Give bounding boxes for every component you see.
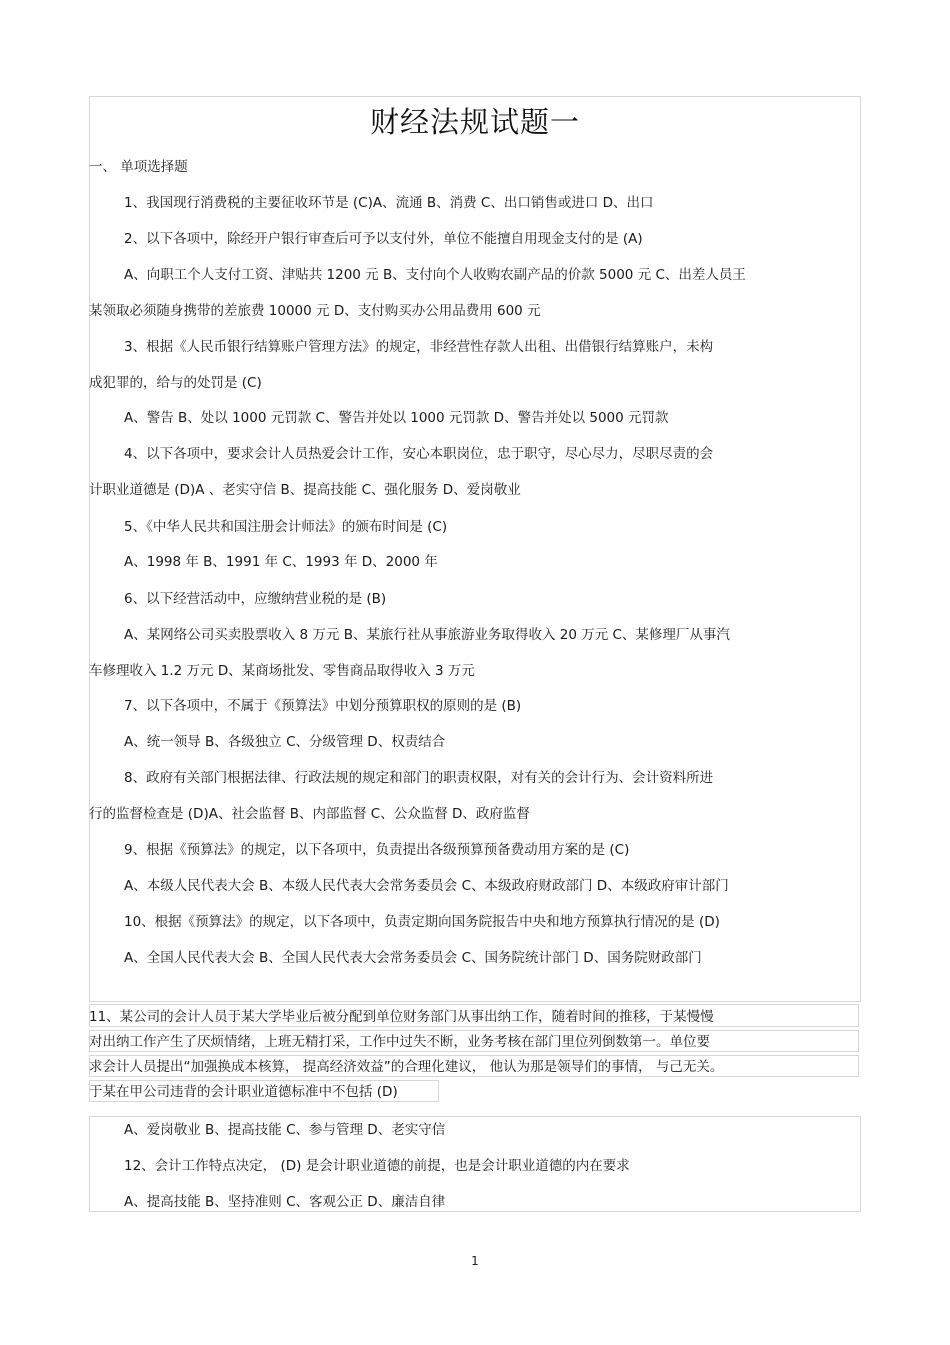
- q11-question-line3: 求会计人员提出“加强换成本核算， 提高经济效益”的合理化建议， 他认为那是领导们的事情， 与己无关。: [89, 1059, 724, 1075]
- q7-options: A、统一领导 B、各级独立 C、分级管理 D、权责结合: [124, 734, 446, 750]
- q4-question-line2: 计职业道德是 (D)A 、老实守信 B、提高技能 C、强化服务 D、爱岗敬业: [89, 482, 521, 498]
- q11-question-line1: 11、某公司的会计人员于某大学毕业后被分配到单位财务部门从事出纳工作，随着时间的推移，于某慢慢: [89, 1009, 714, 1025]
- q6-options-line2: 车修理收入 1.2 万元 D、某商场批发、零售商品取得收入 3 万元: [89, 663, 475, 679]
- q1-question: 1、我国现行消费税的主要征收环节是 (C)A、流通 B、消费 C、出口销售或进口 D、出口: [124, 195, 654, 211]
- q9-question: 9、根据《预算法》的规定，以下各项中，负责提出各级预算预备费动用方案的是 (C): [124, 842, 630, 858]
- q12-question: 12、会计工作特点决定， (D) 是会计职业道德的前提，也是会计职业道德的内在要求: [124, 1158, 630, 1174]
- document-title: 财经法规试题一: [369, 105, 580, 139]
- q9-options: A、本级人民代表大会 B、本级人民代表大会常务委员会 C、本级政府财政部门 D、本级政府审计部门: [124, 878, 729, 894]
- q11-options: A、爱岗敬业 B、提高技能 C、参与管理 D、老实守信: [124, 1122, 446, 1138]
- section-heading: 一、 单项选择题: [89, 159, 188, 175]
- q5-question: 5、《中华人民共和国注册会计师法》的颁布时间是 (C): [124, 519, 448, 535]
- q11-question-line4: 于某在甲公司违背的会计职业道德标准中不包括 (D): [89, 1084, 398, 1100]
- q7-question: 7、以下各项中，不属于《预算法》中划分预算职权的原则的是 (B): [124, 698, 522, 714]
- q8-question-line2: 行的监督检查是 (D)A、社会监督 B、内部监督 C、公众监督 D、政府监督: [89, 806, 530, 822]
- q12-options: A、提高技能 B、坚持准则 C、客观公正 D、廉洁自律: [124, 1194, 446, 1210]
- q5-options: A、1998 年 B、1991 年 C、1993 年 D、2000 年: [124, 554, 438, 570]
- page-number: 1: [471, 1254, 479, 1268]
- q2-options-line2: 某领取必须随身携带的差旅费 10000 元 D、支付购买办公用品费用 600 元: [89, 303, 541, 319]
- q3-question-line1: 3、根据《人民币银行结算账户管理方法》的规定，非经营性存款人出租、出借银行结算账户，未构: [124, 339, 714, 355]
- q2-question: 2、以下各项中，除经开户银行审查后可予以支付外，单位不能擅自用现金支付的是 (A): [124, 231, 643, 247]
- q2-options-line1: A、向职工个人支付工资、津贴共 1200 元 B、支付向个人收购农副产品的价款 5000 元 C、出差人员王: [124, 267, 746, 283]
- q11-question-line2: 对出纳工作产生了厌烦情绪，上班无精打采，工作中过失不断，业务考核在部门里位列倒数第一。单位要: [89, 1034, 710, 1050]
- q6-options-line1: A、某网络公司买卖股票收入 8 万元 B、某旅行社从事旅游业务取得收入 20 万元 C、某修理厂从事汽: [124, 627, 730, 643]
- q10-options: A、全国人民代表大会 B、全国人民代表大会常务委员会 C、国务院统计部门 D、国务院财政部门: [124, 950, 702, 966]
- q8-question-line1: 8、政府有关部门根据法律、行政法规的规定和部门的职责权限，对有关的会计行为、会计资料所进: [124, 770, 714, 786]
- q10-question: 10、根据《预算法》的规定，以下各项中，负责定期向国务院报告中央和地方预算执行情况的是 (D): [124, 914, 720, 930]
- q3-question-line2: 成犯罪的，给与的处罚是 (C): [89, 375, 262, 391]
- q3-options: A、警告 B、处以 1000 元罚款 C、警告并处以 1000 元罚款 D、警告并处以 5000 元罚款: [124, 410, 669, 426]
- q6-question: 6、以下经营活动中，应缴纳营业税的是 (B): [124, 591, 387, 607]
- q4-question-line1: 4、以下各项中，要求会计人员热爱会计工作，安心本职岗位，忠于职守，尽心尽力，尽职尽责的会: [124, 446, 714, 462]
